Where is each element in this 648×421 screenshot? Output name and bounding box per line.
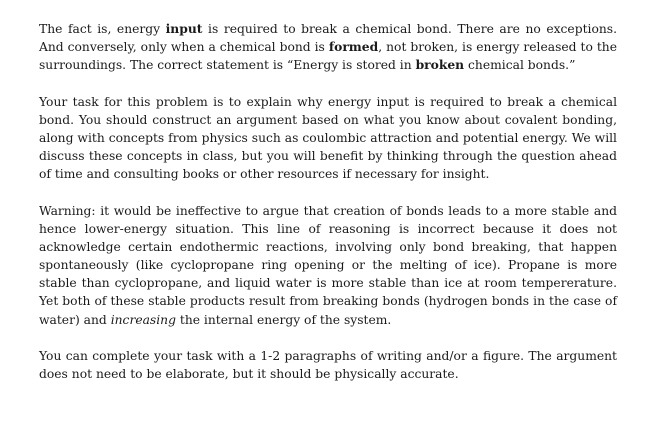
paragraph-bond-energy-fact	[39, 20, 617, 74]
paragraph-warning	[39, 202, 617, 329]
paragraph-task-description	[39, 93, 617, 183]
emphasis-input: input	[165, 21, 203, 36]
text-span: You can complete your task with a 1-2 paragraphs of writing and/or a figure. The argument does not need to be elaborate, but it should be physically accurate.	[39, 349, 617, 382]
text-span: , not broken, is energy released to the surroundings. The correct statement is “Energy is stored in	[39, 40, 617, 73]
text-span: Your task for this problem is to explain why energy input is required to break a chemical bond. You should construct an argument based on what you know about covalent bonding, along with concepts from physics such as coulombic attraction and potential energy. We will discuss these concepts in class, but you will benefit by thinking through the question ahead of time and consulting books or other resources if necessary for insight.	[39, 94, 617, 182]
text-span: chemical bonds.”	[464, 58, 576, 73]
paragraph-completion-note	[39, 347, 617, 383]
document-body	[39, 20, 617, 402]
text-span: The fact is, energy	[39, 22, 166, 36]
emphasis-formed: formed	[328, 39, 379, 55]
text-span: is required to break a chemical bond. There are no exceptions. And conversely, only when a chemical bond is	[39, 22, 617, 55]
text-span: Warning: it would be ineffective to argue that creation of bonds leads to a more stable and hence lower-energy situation. This line of reasoning is incorrect because it does not acknowledge certain endothermic reactions, involving only bond breaking, that happen spontaneously (like cyclopropane ring opening or the melting of ice). Propane is more stable than cyclopropane, and liquid water is more stable than ice at room tempererature. Yet both of these stable products result from breaking bonds (hydrogen bonds in the case of water) and	[39, 203, 617, 327]
emphasis-broken: broken	[415, 57, 465, 73]
text-span: the internal energy of the system.	[175, 312, 392, 327]
emphasis-increasing: increasing	[110, 312, 176, 327]
